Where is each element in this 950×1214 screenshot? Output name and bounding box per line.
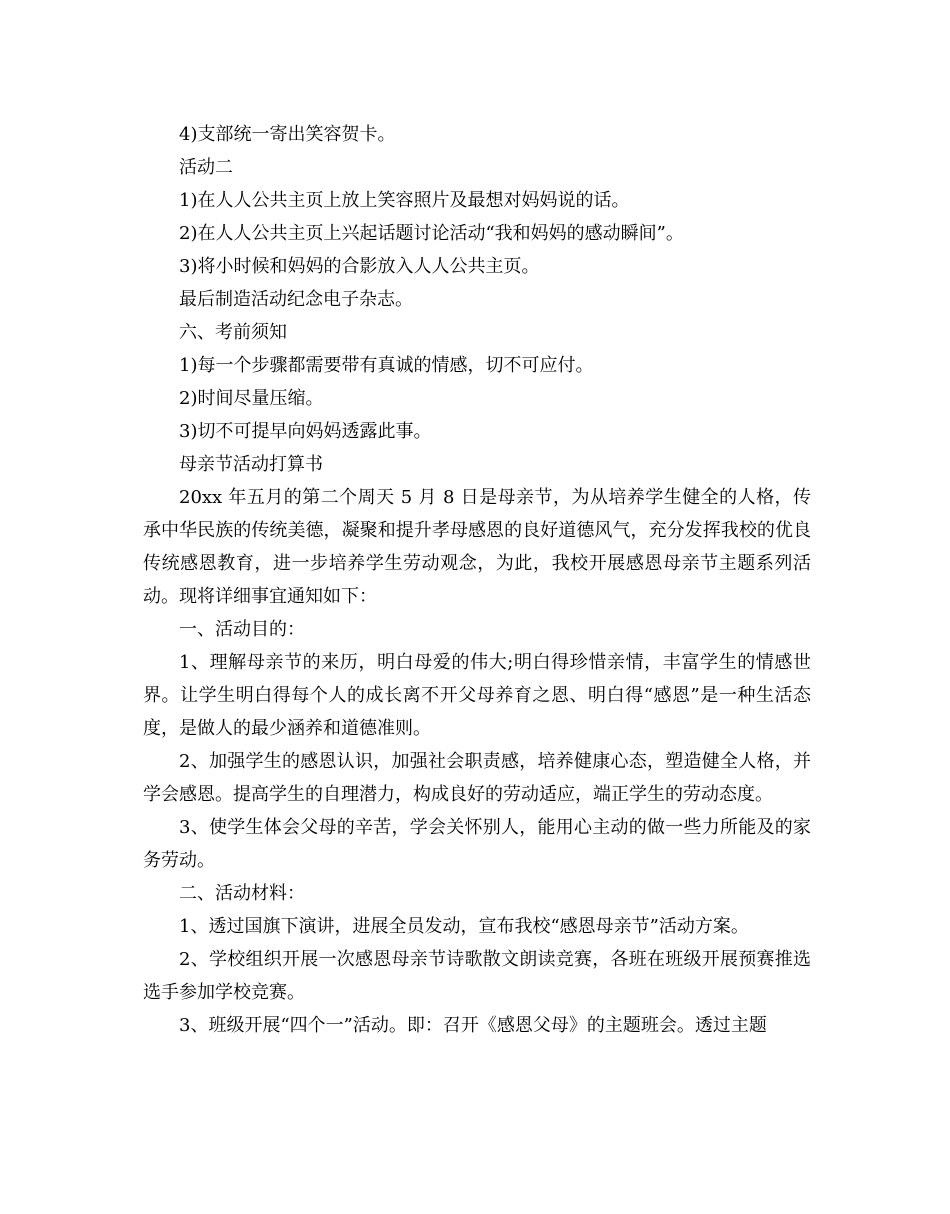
- paragraph-2: 活动二: [179, 157, 233, 178]
- paragraph-3: 1)在人人公共主页上放上笑容照片及最想对妈妈说的话。: [179, 190, 630, 211]
- section-heading-6: 六、考前须知: [179, 322, 287, 343]
- paragraph-18: 1、透过国旗下演讲，进展全员发动，宣布我校“感恩母亲节”活动方案。: [179, 916, 749, 937]
- paragraph-6: 最后制造活动纪念电子杂志。: [179, 289, 413, 310]
- paragraph-14: 1、理解母亲节的来历，明白母爱的伟大;明白得珍惜亲情，丰富学生的情感世界。让学生明白得每个人的成长离不开父母养育之恩、明白得“感恩”是一种生活态度，是做人的最少涵养和道德准则。: [143, 652, 811, 739]
- section-heading-2: 二、活动材料：: [179, 883, 305, 904]
- intro-paragraph: 20xx 年五月的第二个周天 5 月 8 日是母亲节，为从培养学生健全的人格，传承中华民族的传统美德，凝聚和提升孝母感恩的良好道德风气，充分发挥我校的优良传统感恩教育，进一步培养学生劳动观念，为此，我校开展感恩母亲节主题系列活动。现将详细事宜通知如下：: [143, 487, 811, 607]
- paragraph-8: 1)每一个步骤都需要带有真诚的情感，切不可应付。: [179, 355, 594, 376]
- document-body: [143, 118, 811, 1042]
- paragraph-5: 3)将小时候和妈妈的合影放入人人公共主页。: [179, 256, 540, 277]
- paragraph-20: 3、班级开展“四个一”活动。即：召开《感恩父母》的主题班会。透过主题: [179, 1015, 767, 1036]
- paragraph-16: 3、使学生体会父母的辛苦，学会关怀别人，能用心主动的做一些力所能及的家务劳动。: [143, 817, 811, 871]
- paragraph-9: 2)时间尽量压缩。: [179, 388, 324, 409]
- document-title: 母亲节活动打算书: [179, 454, 323, 475]
- paragraph-4: 2)在人人公共主页上兴起话题讨论活动“我和妈妈的感动瞬间”。: [179, 223, 684, 244]
- paragraph-15: 2、加强学生的感恩认识，加强社会职责感，培养健康心态，塑造健全人格，并学会感恩。提高学生的自理潜力，构成良好的劳动适应，端正学生的劳动态度。: [143, 751, 811, 805]
- section-heading-1: 一、活动目的：: [179, 619, 305, 640]
- paragraph-19: 2、学校组织开展一次感恩母亲节诗歌散文朗读竞赛，各班在班级开展预赛推选选手参加学校竞赛。: [143, 949, 811, 1003]
- paragraph-10: 3)切不可提早向妈妈透露此事。: [179, 421, 432, 442]
- paragraph-1: 4)支部统一寄出笑容贺卡。: [179, 124, 396, 145]
